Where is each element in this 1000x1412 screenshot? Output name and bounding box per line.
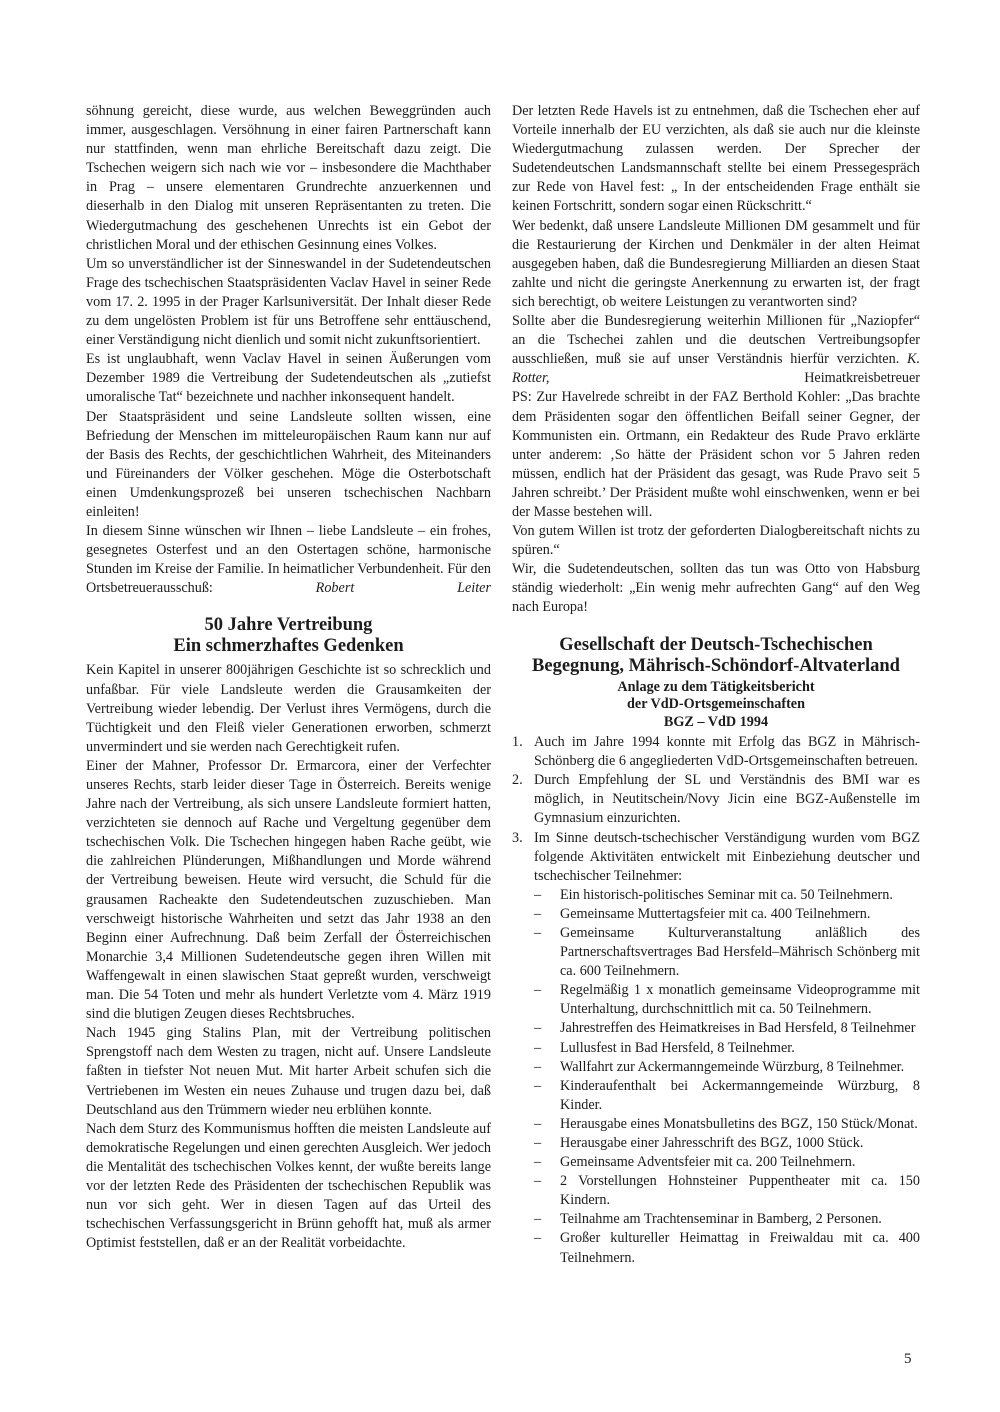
item-number: 3. xyxy=(512,829,523,846)
activity-item xyxy=(534,1019,920,1038)
article-title-line-1: 50 Jahre Vertreibung xyxy=(204,615,373,636)
report-subtitle-line-1: Anlage zu dem Tätigkeitsbericht xyxy=(617,678,815,695)
report-item xyxy=(512,733,920,771)
activity-item xyxy=(534,924,920,981)
left-paragraph-4: Der Staatspräsident und seine Landsleute sollten wissen, eine Befriedung der Menschen im mitteleuropäischen Raum kann nur auf der Basis des Rechts, der geschichtlichen Wahrheit, des Miteinanders und Füreinanders der Völker geschehen. Möge die Osterbotschaft einen Umdenkungsprozeß bei unseren tschechischen Nachbarn einleiten! xyxy=(86,408,491,520)
item-number: 1. xyxy=(512,734,523,751)
postscript-paragraph-3: Wir, die Sudetendeutschen, sollten das tun was Otto von Habsburg ständig wiederholt: „Ein wenig mehr aufrechten Gang“ auf den Weg nach Europa! xyxy=(512,561,920,616)
report-subtitle-line-3: BGZ – VdD 1994 xyxy=(663,713,769,730)
article-title-line-2: Ein schmerzhaftes Gedenken xyxy=(173,636,404,657)
activity-text: Gemeinsame Kulturveranstaltung anläßlich des Partnerschaftsvertrages Bad Hersfeld–Mährisch Schönberg mit ca. 600 Teilnehmern. xyxy=(560,924,920,980)
activity-item xyxy=(534,1115,920,1134)
article-paragraph-3: Nach 1945 ging Stalins Plan, mit der Vertreibung politischen Sprengstoff nach dem Westen zu tragen, nicht auf. Unsere Landsleute faßten in tiefster Not neuen Mut. Mit harter Arbeit schufen sich die Vertriebenen im Westen ein neues Zuhause und trugen dazu bei, daß Deutschland aus den Trümmern wieder neu erblühen konnte. xyxy=(86,1025,491,1118)
activity-item xyxy=(534,1058,920,1077)
signature-lead: verzichten. xyxy=(836,351,900,368)
left-paragraph-3: Es ist unglaubhaft, wenn Vaclav Havel in seinen Äußerungen vom Dezember 1989 die Vertreibung der Sudetendeutschen als „zutiefst umoralische Tat“ bezeichnete und nachher inkonsequent handelt. xyxy=(86,351,491,406)
activities-list xyxy=(534,886,920,1268)
dash-marker: – xyxy=(534,886,542,903)
dash-marker: – xyxy=(534,1058,542,1075)
activity-text: Herausgabe eines Monatsbulletins des BGZ, 150 Stück/Monat. xyxy=(560,1115,918,1132)
report-item xyxy=(512,771,920,828)
activity-item xyxy=(534,1134,920,1153)
dash-marker: – xyxy=(534,1173,542,1190)
activity-text: Gemeinsame Muttertagsfeier mit ca. 400 Teilnehmern. xyxy=(560,905,871,922)
item-text: Durch Empfehlung der SL und Verständnis des BMI war es möglich, in Neutitschein/Novy Jicin eine BGZ-Außenstelle im Gymnasium einzurichten. xyxy=(534,772,920,827)
dash-marker: – xyxy=(534,982,542,999)
dash-marker: – xyxy=(534,1135,542,1151)
activity-item xyxy=(534,1229,920,1267)
dash-marker: – xyxy=(534,1230,542,1247)
postscript-paragraph-2: Von gutem Willen ist trotz der geforderten Dialogbereitschaft nichts zu spüren.“ xyxy=(512,523,920,559)
item-text: Im Sinne deutsch-tschechischer Verständigung wurden vom BGZ folgende Aktivitäten entwickelt mit Einbeziehung deutscher und tschechischer Teilnehmer: xyxy=(534,829,920,884)
activity-text: Gemeinsame Adventsfeier mit ca. 200 Teilnehmern. xyxy=(560,1154,856,1171)
dash-marker: – xyxy=(534,1077,542,1094)
article-paragraph-2: Einer der Mahner, Professor Dr. Ermarcora, einer der Verfechter unseres Rechts, starb leider dieser Tage in Österreich. Bereits wenige Jahre nach der Vertreibung, als sich unsere Landsleute formiert hatten, verzichteten sie dennoch auf Rache und Vergeltung gegenüber dem tschechischen Volk. Die Tschechen hingegen haben Rache geübt, wie die zahlreichen Plünderungen, Mißhandlungen und Morde während der Vertreibung beweisen. Heute wird versucht, die Schuld für die grausamen Racheakte den Sudetendeutschen zuzuschieben. Man verschweigt historische Wahrheiten und setzt das Jahr 1938 an den Beginn einer Aufrechnung. Daß beim Zerfall der Österreichischen Monarchie 3,4 Millionen Sudetendeutsche gegen ihren Willen mit Waffengewalt in einen slawischen Staat gepreßt wurden, verschweigt man. Die 54 Toten und mehr als hundert Verletzte vom 4. März 1919 sind die blutigen Zeugen dieses Rechtsbruches. xyxy=(86,757,491,1023)
activity-item xyxy=(534,886,920,905)
activity-text: Kinderaufenthalt bei Ackermanngemeinde Würzburg, 8 Kinder. xyxy=(560,1077,920,1113)
activity-item xyxy=(534,1039,920,1058)
right-paragraph-3 xyxy=(512,312,920,388)
activity-item xyxy=(534,1153,920,1172)
report-title-line-1: Gesellschaft der Deutsch-Tschechischen xyxy=(559,634,873,655)
activity-text: 2 Vorstellungen Hohnsteiner Puppentheater mit ca. 150 Kindern. xyxy=(560,1173,920,1209)
signature-role: Heimatkreisbetreuer xyxy=(804,370,920,387)
easter-greeting-text: In diesem Sinne wünschen wir Ihnen – liebe Landsleute – ein frohes, gesegnetes Osterfest und an den Ostertagen schöne, harmonische Stunden im Kreise der Familie. In heimatlicher Verbundenheit. xyxy=(86,523,491,578)
right-column xyxy=(512,102,920,1268)
dash-marker: – xyxy=(534,1211,542,1228)
activity-text: Regelmäßig 1 x monatlich gemeinsame Videoprogramme mit Unterhaltung, durchschnittlich mit ca. 50 Teilnehmern. xyxy=(560,982,920,1018)
item-text: Auch im Jahre 1994 konnte mit Erfolg das BGZ in Mährisch-Schönberg die 6 angegliederten VdD-Ortsgemeinschaften betreuen. xyxy=(534,734,920,770)
activity-text: Ein historisch-politisches Seminar mit ca. 50 Teilnehmern. xyxy=(560,886,893,903)
activity-text: Lullusfest in Bad Hersfeld, 8 Teilnehmer. xyxy=(560,1039,795,1056)
left-paragraph-5 xyxy=(86,522,491,598)
activity-text: Großer kultureller Heimattag in Freiwaldau mit ca. 400 Teilnehmern. xyxy=(560,1230,920,1266)
item-number: 2. xyxy=(512,772,523,789)
activity-item xyxy=(534,1077,920,1115)
activity-text: Jahrestreffen des Heimatkreises in Bad Hersfeld, 8 Teilnehmer xyxy=(560,1020,916,1037)
dash-marker: – xyxy=(534,1039,542,1056)
left-paragraph-2: Um so unverständlicher ist der Sinneswandel in der Sudetendeutschen Frage des tschechischen Staatspräsidenten Vaclav Havel in seiner Rede vom 17. 2. 1995 in der Prager Karlsuniversität. Der Inhalt dieser Rede zu dem ungelösten Problem ist für uns Betroffene sehr enttäuschend, einer Verständigung nicht dienlich und somit nicht zukunftsorientiert. xyxy=(86,255,491,349)
signature-name: Robert Leiter xyxy=(315,580,491,597)
signature-prefix: Für den Ortsbetreuerausschuß: xyxy=(86,561,492,597)
payment-text: Sollte aber die Bundesregierung weiterhin Millionen für „Naziopfer“ an die Tschechei zahlen und die deutschen Vertreibungsopfer ausschließen, muß sie auf unser Verständnis hierfür xyxy=(512,313,920,368)
report-numbered-list xyxy=(512,733,920,1268)
right-paragraph-1: Der letzten Rede Havels ist zu entnehmen, daß die Tschechen eher auf Vorteile innerhalb der EU verzichten, als daß sie auch nur die kleinste Wiedergutmachung zulassen werden. Der Sprecher der Sudetendeutschen Landsmannschaft stellte bei einem Pressegespräch zur Rede von Havel fest: „ In der entscheidenden Frage enthält sie keinen Fortschritt, sondern sogar einen Rückschritt.“ xyxy=(512,103,920,215)
dash-marker: – xyxy=(534,1115,542,1132)
right-paragraph-2: Wer bedenkt, daß unsere Landsleute Millionen DM gesammelt und für die Restaurierung der Kirchen und Denkmäler in der alten Heimat ausgegeben haben, daß die Bundesregierung Milliarden an diesen Staat zahlte und nicht die geringste Anerkennung zu erwarten ist, der fragt sich berechtigt, ob weitere Leistungen zu verantworten sind? xyxy=(512,217,920,310)
activity-text: Teilnahme am Trachtenseminar in Bamberg, 2 Personen. xyxy=(560,1211,882,1228)
report-title-line-2: Begegnung, Mährisch-Schöndorf-Altvaterland xyxy=(532,655,900,676)
activity-item xyxy=(534,1172,920,1210)
dash-marker: – xyxy=(534,905,542,922)
activity-item xyxy=(534,1210,920,1229)
page-number: 5 xyxy=(904,1351,912,1367)
left-paragraph-1: söhnung gereicht, diese wurde, aus welchen Beweggründen auch immer, ausgeschlagen. Versöhnung in einer fairen Partnerschaft kann nur stattfinden, wenn man ehrliche Bereitschaft dazu zeigt. Die Tschechen weigern sich nach wie vor – insbesondere die Machthaber in Prag – unsere elementaren Grundrechte anzuerkennen und dieserhalb in den Dialog mit unseren Repräsentanten zu treten. Die Wiedergutmachung des geschehenen Unrechts ist ein Gebot der christlichen Moral und der ethischen Gesinnung eines Volkes. xyxy=(86,103,491,253)
signature-name-rotter: K. Rotter, xyxy=(512,351,921,387)
dash-marker: – xyxy=(534,1020,542,1037)
left-column xyxy=(86,102,491,1253)
dash-marker: – xyxy=(534,924,542,941)
activity-item xyxy=(534,981,920,1019)
activity-text: Herausgabe einer Jahresschrift des BGZ, 1000 Stück. xyxy=(560,1135,864,1151)
activity-text: Wallfahrt zur Ackermanngemeinde Würzburg, 8 Teilnehmer. xyxy=(560,1058,905,1075)
article-paragraph-1: Kein Kapitel in unserer 800jährigen Geschichte ist so schrecklich und unfaßbar. Für viele Landsleute werden die Grausamkeiten der Vertreibung wieder lebendig. Der Verlust ihres Vermögens, durch die Tüchtigkeit und den Fleiß vieler Generationen erworben, schmerzt unvermindert und sie werden nach Gerechtigkeit rufen. xyxy=(86,662,491,755)
postscript-paragraph-1: PS: Zur Havelrede schreibt in der FAZ Berthold Kohler: „Das brachte dem Präsidenten sogar den öffentlichen Beifall seiner Gegner, der Kommunisten ein. Ortmann, ein Redakteur des Rude Pravo erklärte unter anderem: ‚So hätte der Präsident schon vor 5 Jahren reden müssen, endlich hat der Präsident das gesagt, was Rude Pravo seit 5 Jahren schreibt.’ Der Präsident mußte wohl einschwenken, wenn er bei der Masse bestehen will. xyxy=(512,389,920,520)
article-paragraph-4: Nach dem Sturz des Kommunismus hofften die meisten Landsleute auf demokratische Regelungen und einen gerechten Ausgleich. Wer jedoch die Mentalität des tschechischen Volkes kennt, der wußte bereits lange vor der letzten Rede des Präsidenten der tschechischen Republik was nun vor sich geht. Wer in diesen Tagen auf das Urteil des tschechischen Verfassungsgericht in Brünn gehofft hat, muß als armer Optimist feststellen, daß er an der Realität vorbeidachte. xyxy=(86,1120,491,1252)
dash-marker: – xyxy=(534,1154,542,1171)
report-subtitle-line-2: der VdD-Ortsgemeinschaften xyxy=(627,696,805,713)
activity-item xyxy=(534,905,920,924)
report-item xyxy=(512,829,920,1268)
